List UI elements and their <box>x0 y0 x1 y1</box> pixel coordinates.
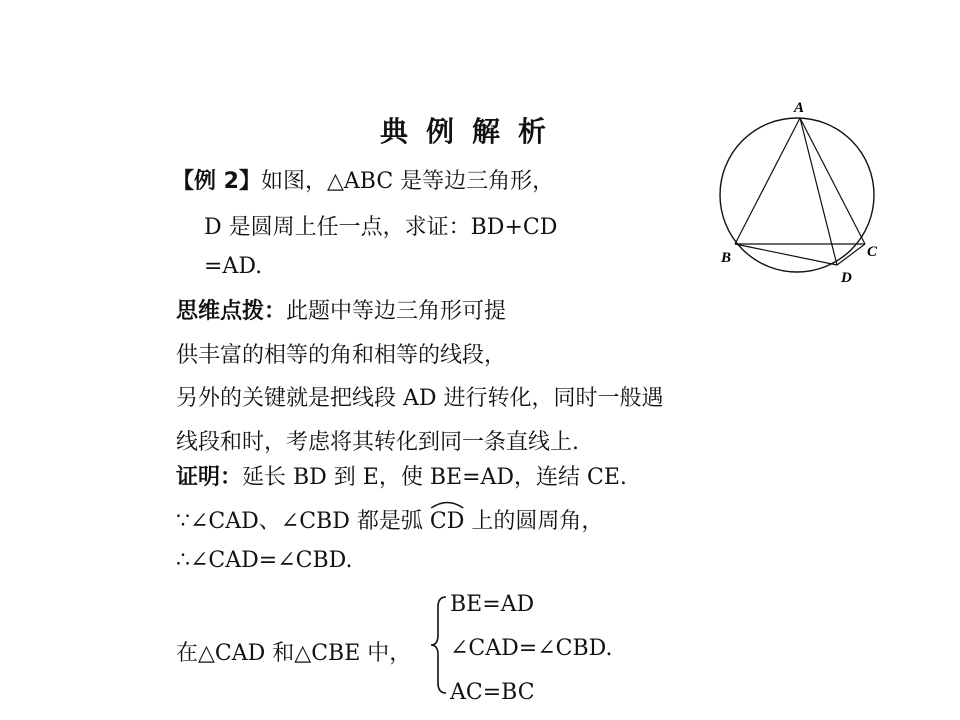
segment-ad <box>800 118 837 265</box>
example-line-3: =AD. <box>204 254 263 279</box>
proof-text-1: 延长 BD 到 E，使 BE=AD，连结 CE. <box>242 465 627 490</box>
segment-ab <box>735 118 800 244</box>
hint-label: 思维点拨： <box>176 299 287 324</box>
label-a: A <box>794 100 805 116</box>
circumcircle <box>720 118 874 272</box>
system-prefix: 在△CAD 和△CBE 中， <box>176 641 412 666</box>
proof-text-2-pre: ∵∠CAD、∠CBD 都是弧 <box>176 509 423 534</box>
circle-triangle-figure <box>705 95 895 295</box>
example-line-1 <box>172 164 554 195</box>
hint-line-4: 线段和时，考虑将其转化到同一条直线上. <box>176 430 579 455</box>
system-eq-1: BE=AD <box>450 592 535 617</box>
hint-text-1: 此题中等边三角形可提 <box>286 299 507 324</box>
example-line-2: D 是圆周上任一点，求证：BD+CD <box>204 215 558 240</box>
label-c: C <box>867 244 878 260</box>
proof-line-3: ∴∠CAD=∠CBD. <box>176 548 353 573</box>
hint-line-1 <box>176 294 506 325</box>
proof-label: 证明： <box>176 465 243 490</box>
arc-mark-icon <box>430 499 464 509</box>
proof-line-1 <box>176 460 627 491</box>
example-text-1: 如图，△ABC 是等边三角形， <box>260 169 555 194</box>
arc-cd-label: CD <box>429 509 465 534</box>
example-tag: 【例 2】 <box>172 169 261 194</box>
segment-bd <box>735 244 837 265</box>
segment-cd <box>837 244 865 265</box>
segment-ac <box>800 118 865 244</box>
hint-line-3: 另外的关键就是把线段 AD 进行转化，同时一般遇 <box>176 386 664 411</box>
system-eq-2: ∠CAD=∠CBD. <box>450 636 613 661</box>
hint-line-2: 供丰富的相等的角和相等的线段， <box>176 343 507 368</box>
proof-text-2-post: 上的圆周角， <box>471 509 604 534</box>
left-brace-icon <box>428 595 450 695</box>
system-eq-3: AC=BC <box>450 680 535 705</box>
section-title: 典例解析 <box>380 115 565 148</box>
proof-line-2 <box>176 504 603 535</box>
label-b: B <box>721 250 732 266</box>
label-d: D <box>841 270 852 286</box>
arc-cd <box>430 509 464 534</box>
